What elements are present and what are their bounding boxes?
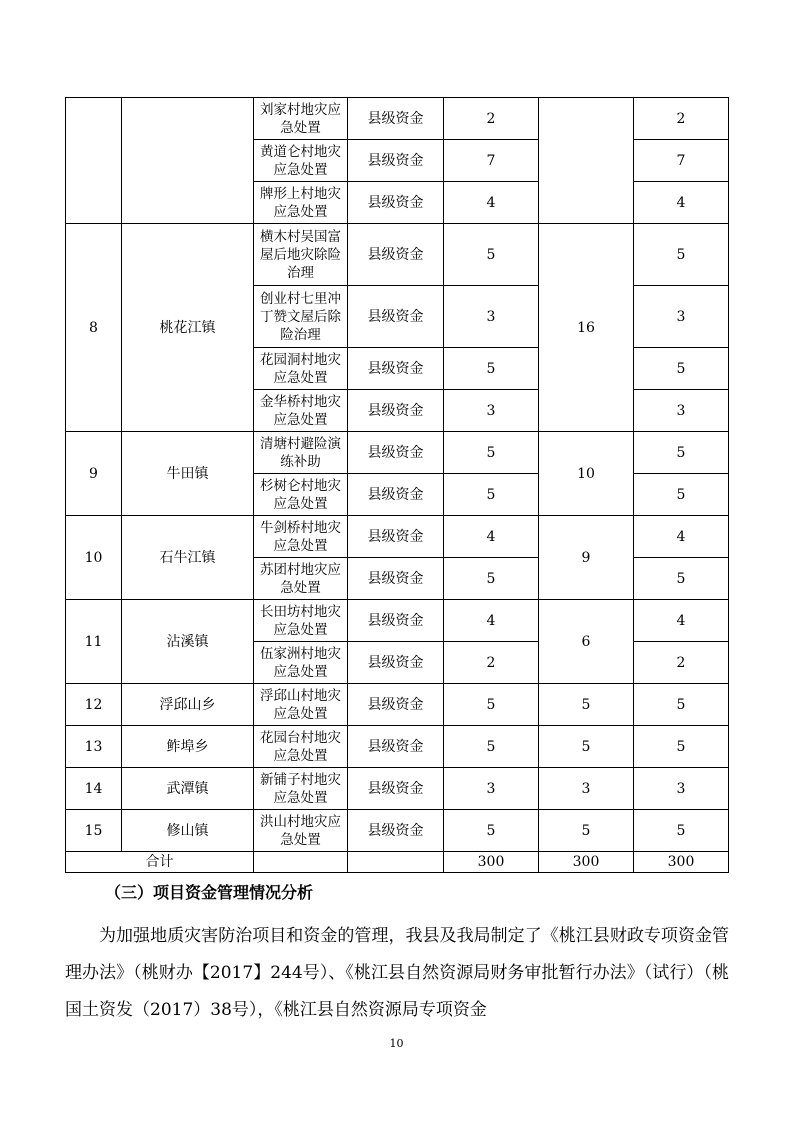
project-name-cell: 金华桥村地灾应急处置 xyxy=(254,390,348,432)
fund-source-cell: 县级资金 xyxy=(348,684,444,726)
fund-source-cell: 县级资金 xyxy=(348,182,444,224)
project-name-cell: 苏团村地灾应急处置 xyxy=(254,558,348,600)
fund-source-cell: 县级资金 xyxy=(348,390,444,432)
project-name-cell: 清塘村避险演练补助 xyxy=(254,432,348,474)
final-amount-cell: 3 xyxy=(634,768,729,810)
table-row xyxy=(66,726,729,768)
final-amount-cell: 5 xyxy=(634,432,729,474)
town-cell: 武潭镇 xyxy=(122,768,254,810)
empty-cell xyxy=(254,852,348,873)
fund-source-cell: 县级资金 xyxy=(348,140,444,182)
amount-cell: 4 xyxy=(444,516,539,558)
fund-source-cell: 县级资金 xyxy=(348,558,444,600)
amount-cell: 3 xyxy=(444,390,539,432)
amount-cell: 4 xyxy=(444,182,539,224)
town-cell: 桃花江镇 xyxy=(122,224,254,432)
fund-source-cell: 县级资金 xyxy=(348,810,444,852)
amount-cell: 2 xyxy=(444,642,539,684)
body-paragraph: 为加强地质灾害防治项目和资金的管理，我县及我局制定了《桃江县财政专项资金管理办法》（桃财办【2017】244号）、《桃江县自然资源局财务审批暂行办法》（试行）（桃国土资发（2017）38号），《桃江县自然资源局专项资金 xyxy=(65,926,729,1020)
amount-cell: 7 xyxy=(444,140,539,182)
table-row xyxy=(66,516,729,558)
section-heading: （三）项目资金管理情况分析 xyxy=(105,883,314,902)
final-amount-cell: 5 xyxy=(634,348,729,390)
row-number-cell xyxy=(66,98,122,224)
town-cell: 石牛江镇 xyxy=(122,516,254,600)
row-number-cell: 15 xyxy=(66,810,122,852)
final-amount-cell: 5 xyxy=(634,474,729,516)
fund-source-cell: 县级资金 xyxy=(348,768,444,810)
project-name-cell: 新铺子村地灾应急处置 xyxy=(254,768,348,810)
project-name-cell: 伍家洲村地灾应急处置 xyxy=(254,642,348,684)
final-amount-cell: 4 xyxy=(634,600,729,642)
project-name-cell: 洪山村地灾应急处置 xyxy=(254,810,348,852)
row-number-cell: 13 xyxy=(66,726,122,768)
project-name-cell: 杉树仑村地灾应急处置 xyxy=(254,474,348,516)
total-amount-cell: 300 xyxy=(444,852,539,873)
fund-source-cell: 县级资金 xyxy=(348,474,444,516)
fund-source-cell: 县级资金 xyxy=(348,726,444,768)
table-row xyxy=(66,684,729,726)
empty-cell xyxy=(348,852,444,873)
subtotal-cell: 16 xyxy=(539,224,634,432)
fund-source-cell: 县级资金 xyxy=(348,600,444,642)
final-amount-cell: 3 xyxy=(634,286,729,348)
final-amount-cell: 5 xyxy=(634,558,729,600)
fund-source-cell: 县级资金 xyxy=(348,98,444,140)
row-number-cell: 11 xyxy=(66,600,122,684)
subtotal-cell: 10 xyxy=(539,432,634,516)
final-amount-cell: 2 xyxy=(634,642,729,684)
project-name-cell: 浮邱山村地灾应急处置 xyxy=(254,684,348,726)
final-amount-cell: 5 xyxy=(634,684,729,726)
project-name-cell: 黄道仑村地灾应急处置 xyxy=(254,140,348,182)
project-name-cell: 创业村七里冲丁赞文屋后除险治理 xyxy=(254,286,348,348)
project-name-cell: 刘家村地灾应急处置 xyxy=(254,98,348,140)
subtotal-cell: 6 xyxy=(539,600,634,684)
final-amount-cell: 5 xyxy=(634,224,729,286)
amount-cell: 5 xyxy=(444,684,539,726)
town-cell: 牛田镇 xyxy=(122,432,254,516)
amount-cell: 5 xyxy=(444,474,539,516)
amount-cell: 5 xyxy=(444,726,539,768)
fund-source-cell: 县级资金 xyxy=(348,432,444,474)
town-cell: 修山镇 xyxy=(122,810,254,852)
subtotal-cell: 5 xyxy=(539,684,634,726)
amount-cell: 3 xyxy=(444,286,539,348)
fund-source-cell: 县级资金 xyxy=(348,642,444,684)
fund-source-cell: 县级资金 xyxy=(348,348,444,390)
town-cell: 浮邱山乡 xyxy=(122,684,254,726)
amount-cell: 4 xyxy=(444,600,539,642)
town-cell: 鲊埠乡 xyxy=(122,726,254,768)
project-name-cell: 横木村吴国富屋后地灾除险治理 xyxy=(254,224,348,286)
row-number-cell: 12 xyxy=(66,684,122,726)
final-amount-cell: 4 xyxy=(634,182,729,224)
subtotal-cell: 5 xyxy=(539,726,634,768)
row-number-cell: 14 xyxy=(66,768,122,810)
table-row xyxy=(66,600,729,642)
subtotal-cell xyxy=(539,98,634,224)
final-amount-cell: 3 xyxy=(634,390,729,432)
final-amount-cell: 5 xyxy=(634,810,729,852)
table-row xyxy=(66,768,729,810)
table-row xyxy=(66,224,729,286)
amount-cell: 5 xyxy=(444,558,539,600)
fund-source-cell: 县级资金 xyxy=(348,516,444,558)
row-number-cell: 8 xyxy=(66,224,122,432)
amount-cell: 5 xyxy=(444,810,539,852)
page-number: 10 xyxy=(389,1037,404,1050)
project-name-cell: 花园洞村地灾应急处置 xyxy=(254,348,348,390)
amount-cell: 5 xyxy=(444,224,539,286)
fund-allocation-table xyxy=(65,97,729,873)
total-final-cell: 300 xyxy=(634,852,729,873)
total-row xyxy=(66,852,729,873)
final-amount-cell: 2 xyxy=(634,98,729,140)
row-number-cell: 9 xyxy=(66,432,122,516)
subtotal-cell: 9 xyxy=(539,516,634,600)
total-label-cell: 合计 xyxy=(66,852,254,873)
amount-cell: 2 xyxy=(444,98,539,140)
fund-source-cell: 县级资金 xyxy=(348,224,444,286)
project-name-cell: 牌形上村地灾应急处置 xyxy=(254,182,348,224)
amount-cell: 3 xyxy=(444,768,539,810)
table-row xyxy=(66,432,729,474)
amount-cell: 5 xyxy=(444,348,539,390)
town-cell: 沾溪镇 xyxy=(122,600,254,684)
amount-cell: 5 xyxy=(444,432,539,474)
project-name-cell: 长田坊村地灾应急处置 xyxy=(254,600,348,642)
total-subtotal-cell: 300 xyxy=(539,852,634,873)
subtotal-cell: 5 xyxy=(539,810,634,852)
fund-source-cell: 县级资金 xyxy=(348,286,444,348)
final-amount-cell: 4 xyxy=(634,516,729,558)
project-name-cell: 花园台村地灾应急处置 xyxy=(254,726,348,768)
final-amount-cell: 7 xyxy=(634,140,729,182)
row-number-cell: 10 xyxy=(66,516,122,600)
table-row xyxy=(66,98,729,140)
final-amount-cell: 5 xyxy=(634,726,729,768)
table-row xyxy=(66,810,729,852)
subtotal-cell: 3 xyxy=(539,768,634,810)
town-cell xyxy=(122,98,254,224)
project-name-cell: 牛剑桥村地灾应急处置 xyxy=(254,516,348,558)
